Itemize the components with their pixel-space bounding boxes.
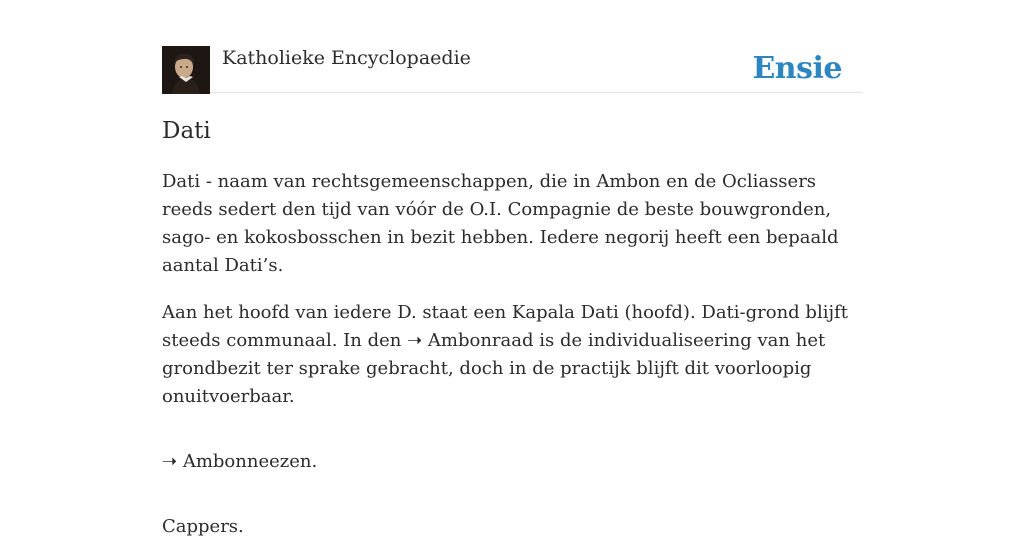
paragraph-1: Dati - naam van rechtsgemeenschappen, die in Ambon en de Ocliassers reeds sedert den tijd van vóór de O.I. Compagnie de beste bouwgronden, sago- en kokosbosschen in bezit hebben. Iedere negorij heeft een bepaald aantal Dati’s. [162, 171, 839, 276]
arrow-right-icon: ➝ [162, 451, 178, 472]
paragraph-2-text-after: is de individualiseering van het grondbezit ter sprake gebracht, doch in de practijk blijft dit voorloopig onuitvoerbaar. [162, 330, 826, 407]
portrait-avatar-icon [162, 46, 210, 94]
arrow-right-icon: ➝ [407, 330, 423, 351]
see-also [162, 448, 852, 476]
link-ambonraad[interactable]: Ambonraad [427, 330, 534, 351]
source-header [162, 40, 862, 93]
article-body [162, 168, 852, 560]
author: Cappers. [162, 516, 244, 537]
paragraph-2 [162, 299, 852, 411]
paragraph-2-text-before: Aan het hoofd van iedere D. staat een Kapala Dati (hoofd). Dati-grond blijft steeds communaal. In den [162, 302, 848, 351]
link-ambonneezen[interactable]: Ambonneezen. [182, 451, 318, 472]
source-title[interactable]: Katholieke Encyclopaedie [222, 47, 471, 69]
avatar[interactable] [162, 46, 210, 94]
brand-logo[interactable]: Ensie [752, 51, 842, 86]
article-title: Dati [162, 118, 211, 144]
